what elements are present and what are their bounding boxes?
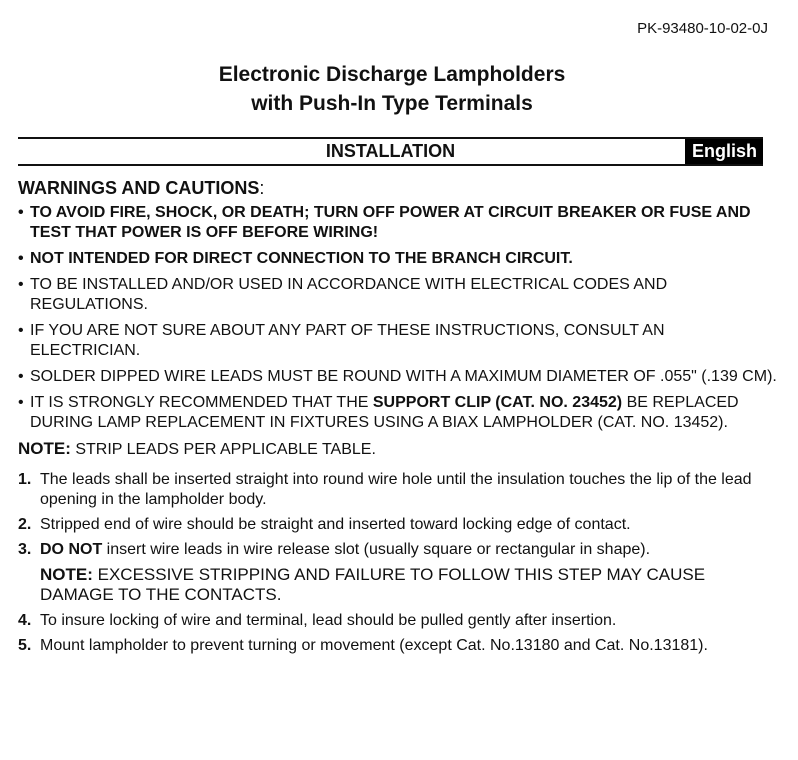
top-divider <box>18 137 763 139</box>
warning-text: NOT INTENDED FOR DIRECT CONNECTION TO THE BRANCH CIRCUIT. <box>30 250 573 267</box>
step-number: 2. <box>18 516 32 533</box>
bullet-icon: • <box>18 276 24 293</box>
warning-text: TO AVOID FIRE, SHOCK, OR DEATH; TURN OFF POWER AT CIRCUIT BREAKER OR FUSE AND TEST THAT POWER IS OFF BEFORE WIRING! <box>30 204 751 241</box>
warning-text: TO BE INSTALLED AND/OR USED IN ACCORDANCE WITH ELECTRICAL CODES AND REGULATIONS. <box>30 276 668 313</box>
step-3-note <box>18 565 778 605</box>
step-number: 3. <box>18 541 32 558</box>
bullet-icon: • <box>18 250 24 267</box>
document-number: PK-93480-10-02-0J <box>637 20 768 37</box>
note-text: STRIP LEADS PER APPLICABLE TABLE. <box>70 441 376 458</box>
note-label: NOTE: <box>40 565 93 584</box>
warnings-title-colon: : <box>259 178 265 198</box>
warning-item <box>18 275 778 315</box>
section-heading: INSTALLATION <box>325 141 456 161</box>
note-label: NOTE: <box>18 439 71 458</box>
warning-item <box>18 321 778 361</box>
title-line-1: Electronic Discharge Lampholders <box>218 63 566 86</box>
warnings-title <box>18 178 778 198</box>
note-text: EXCESSIVE STRIPPING AND FAILURE TO FOLLOW THIS STEP MAY CAUSE DAMAGE TO THE CONTACTS. <box>40 565 706 604</box>
step-item <box>18 636 778 656</box>
bullet-icon: • <box>18 394 24 411</box>
do-not-emphasis: DO NOT <box>40 541 103 558</box>
instructions-body <box>18 178 778 661</box>
bullet-icon: • <box>18 204 24 221</box>
step-text: Stripped end of wire should be straight and inserted toward locking edge of contact. <box>40 516 631 533</box>
step-item <box>18 611 778 631</box>
bullet-icon: • <box>18 368 24 385</box>
bottom-divider <box>18 164 763 166</box>
document-title <box>0 60 784 118</box>
step-number: 5. <box>18 637 32 654</box>
warning-item <box>18 393 778 433</box>
warning-item <box>18 203 778 243</box>
step-text: To insure locking of wire and terminal, lead should be pulled gently after insertion. <box>40 612 617 629</box>
step-item <box>18 515 778 535</box>
step-text: The leads shall be inserted straight into round wire hole until the insulation touches the lip of the lead opening in the lampholder body. <box>40 471 752 508</box>
step-number: 4. <box>18 612 32 629</box>
warnings-title-text: WARNINGS AND CAUTIONS <box>18 178 260 198</box>
step-item <box>18 470 778 510</box>
warning-text: IF YOU ARE NOT SURE ABOUT ANY PART OF THESE INSTRUCTIONS, CONSULT AN ELECTRICIAN. <box>30 322 665 359</box>
warning-text-pre: IT IS STRONGLY RECOMMENDED THAT THE <box>30 394 373 411</box>
language-badge: English <box>685 139 763 164</box>
warning-item <box>18 249 778 269</box>
title-line-2: with Push-In Type Terminals <box>251 92 533 115</box>
warning-item <box>18 367 778 387</box>
step-number: 1. <box>18 471 32 488</box>
bullet-icon: • <box>18 322 24 339</box>
warning-text: SOLDER DIPPED WIRE LEADS MUST BE ROUND WITH A MAXIMUM DIAMETER OF .055" (.139 CM). <box>30 368 777 385</box>
strip-leads-note <box>18 439 778 460</box>
step-text: insert wire leads in wire release slot (usually square or rectangular in shape). <box>102 541 651 558</box>
step-text: Mount lampholder to prevent turning or movement (except Cat. No.13180 and Cat. No.13181). <box>40 637 708 654</box>
warning-text-post: BE REPLACED DURING LAMP REPLACEMENT IN FIXTURES USING A BIAX LAMPHOLDER (CAT. NO. 13452). <box>30 394 739 431</box>
support-clip-emphasis: SUPPORT CLIP (CAT. NO. 23452) <box>372 394 623 411</box>
step-item <box>18 540 778 560</box>
